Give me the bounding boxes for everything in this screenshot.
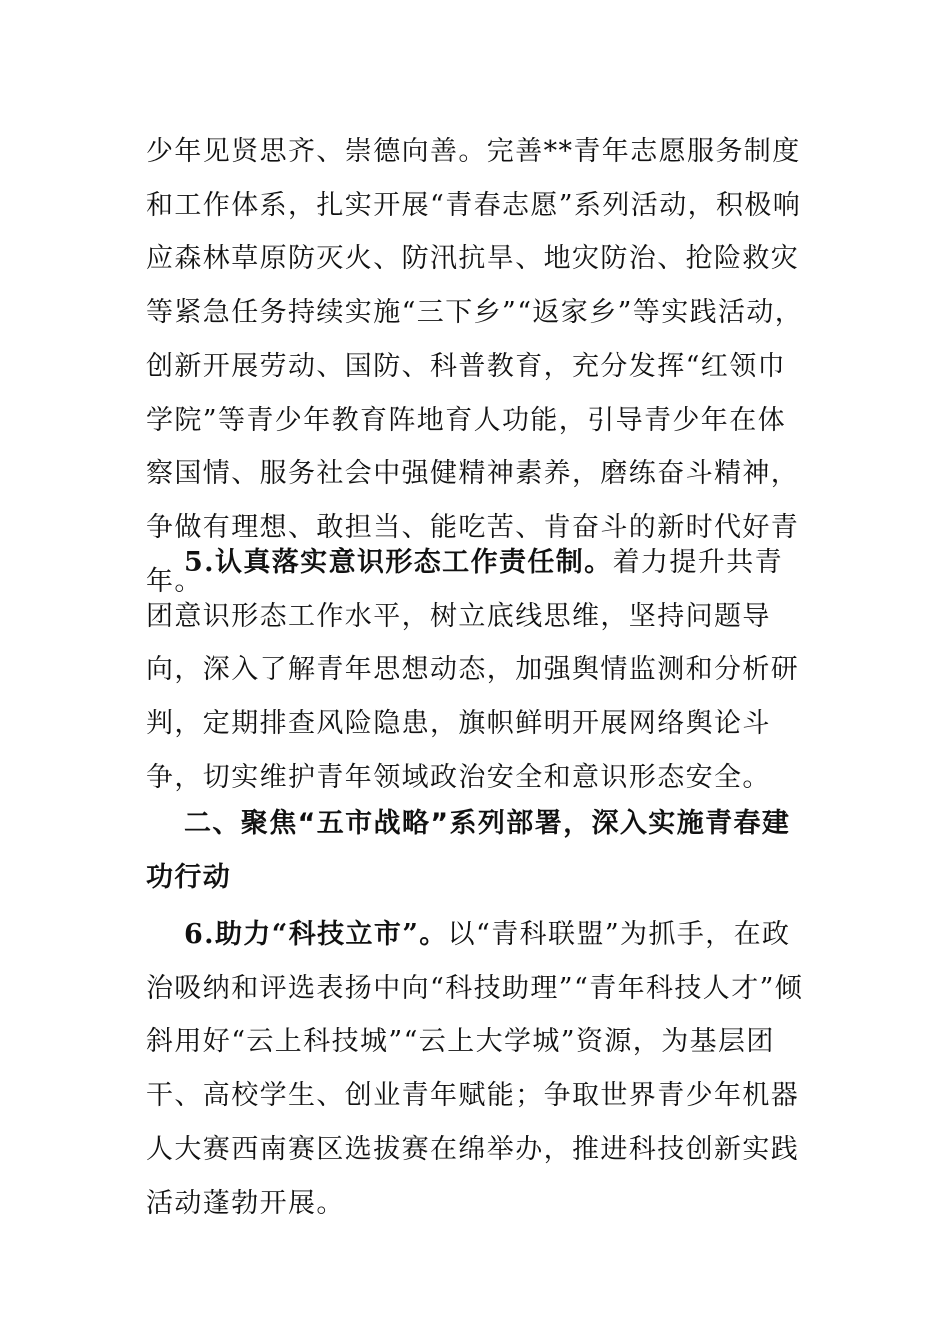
paragraph-lead-title: 5.认真落实意识形态工作责任制。 <box>184 547 613 578</box>
paragraph-body: 着力提升共青团意识形态工作水平，树立底线思维，坚持问题导向，深入了解青年思想动态，加强舆情监测和分析研判，定期排查风险隐患，旗帜鲜明开展网络舆论斗争，切实维护青年领域政治安全和意识形态安全。 <box>146 547 800 793</box>
paragraph-body: 以“青科联盟”为抓手，在政治吸纳和评选表扬中向“科技助理”“青年科技人才”倾斜用好“云上科技城”“云上大学城”资源，为基层团干、高校学生、创业青年赋能；争取世界青少年机器人大赛西南赛区选拔赛在绵举办，推进科技创新实践活动蓬勃开展。 <box>146 919 804 1219</box>
paragraph-tech-city <box>146 908 806 1230</box>
paragraph-ideology-responsibility <box>146 536 806 805</box>
paragraph-lead-title: 6.助力“科技立市”。 <box>184 919 448 950</box>
section-heading-text: 二、聚焦“五市战略”系列部署，深入实施青春建功行动 <box>146 808 791 893</box>
section-heading <box>146 797 806 904</box>
paragraph-text: 少年见贤思齐、崇德向善。完善**青年志愿服务制度和工作体系，扎实开展“青春志愿”系列活动，积极响应森林草原防灭火、防汛抗旱、地灾防治、抢险救灾等紧急任务持续实施“三下乡”“返家乡”等实践活动，创新开展劳动、国防、科普教育，充分发挥“红领巾学院”等青少年教育阵地育人功能，引导青少年在体察国情、服务社会中强健精神素养，磨练奋斗精神，争做有理想、敢担当、能吃苦、肯奋斗的新时代好青年。 <box>146 136 804 597</box>
